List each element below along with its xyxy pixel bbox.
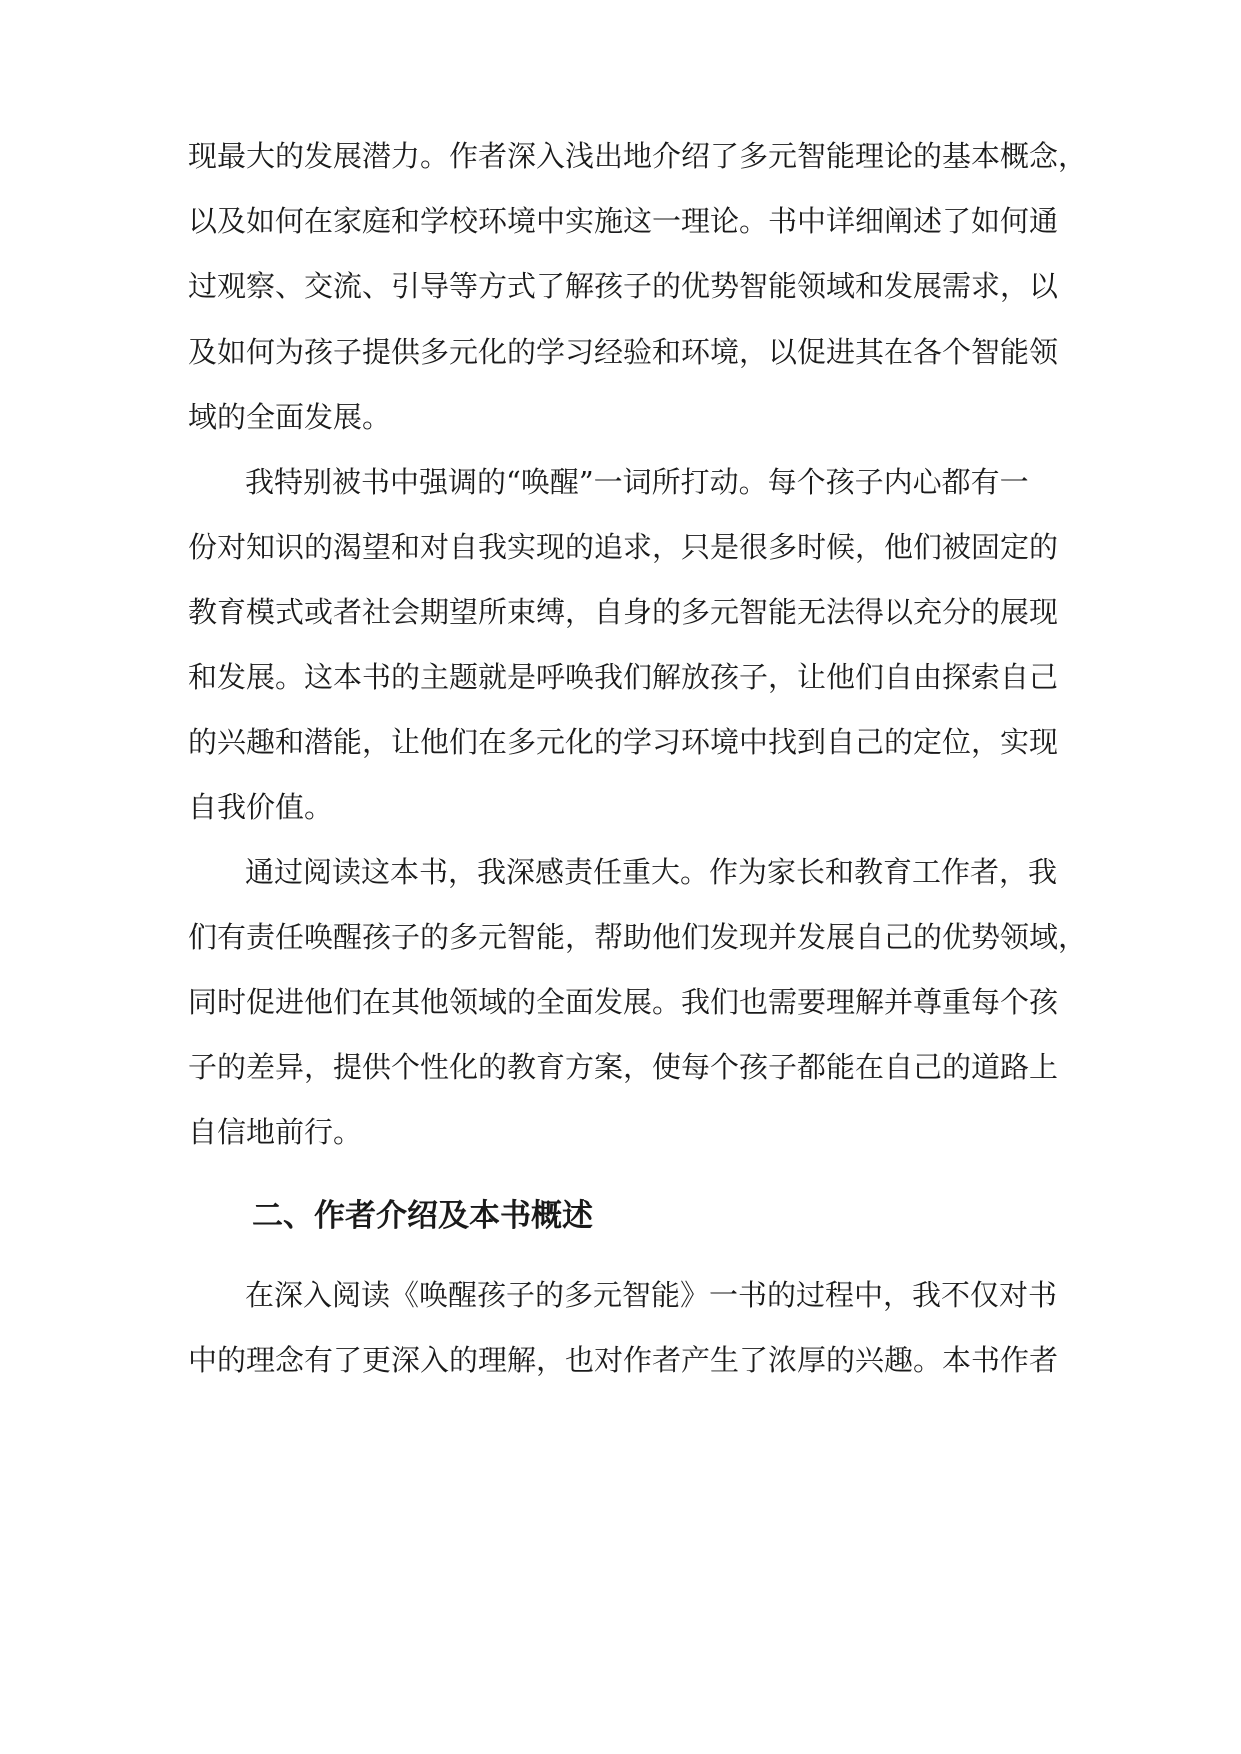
paragraph-1-line-3: 过观察、交流、引导等方式了解孩子的优势智能领域和发展需求，以 xyxy=(188,269,1059,303)
paragraph-2-line-1: 我特别被书中强调的“唤醒”一词所打动。每个孩子内心都有一 xyxy=(245,465,1029,499)
paragraph-2-line-6: 自我价值。 xyxy=(188,790,334,824)
paragraph-3-line-1: 通过阅读这本书，我深感责任重大。作为家长和教育工作者，我 xyxy=(245,855,1058,889)
paragraph-3-line-3: 同时促进他们在其他领域的全面发展。我们也需要理解并尊重每个孩 xyxy=(188,985,1059,1019)
paragraph-3-line-2: 们有责任唤醒孩子的多元智能，帮助他们发现并发展自己的优势领域， xyxy=(188,920,1088,954)
section-heading: 二、作者介绍及本书概述 xyxy=(252,1198,593,1234)
paragraph-1-line-1: 现最大的发展潜力。作者深入浅出地介绍了多元智能理论的基本概念， xyxy=(188,139,1088,173)
paragraph-2-line-2: 份对知识的渴望和对自我实现的追求，只是很多时候，他们被固定的 xyxy=(188,530,1059,564)
paragraph-3-line-4: 子的差异，提供个性化的教育方案，使每个孩子都能在自己的道路上 xyxy=(188,1050,1059,1084)
paragraph-2-line-4: 和发展。这本书的主题就是呼唤我们解放孩子，让他们自由探索自己 xyxy=(188,660,1059,694)
paragraph-1-line-2: 以及如何在家庭和学校环境中实施这一理论。书中详细阐述了如何通 xyxy=(188,204,1059,238)
paragraph-1-line-4: 及如何为孩子提供多元化的学习经验和环境，以促进其在各个智能领 xyxy=(188,335,1059,369)
paragraph-1-line-5: 域的全面发展。 xyxy=(188,400,392,434)
paragraph-3-line-5: 自信地前行。 xyxy=(188,1115,363,1149)
paragraph-2-line-3: 教育模式或者社会期望所束缚，自身的多元智能无法得以充分的展现 xyxy=(188,595,1059,629)
paragraph-4-line-2: 中的理念有了更深入的理解，也对作者产生了浓厚的兴趣。本书作者 xyxy=(188,1343,1059,1377)
paragraph-4-line-1: 在深入阅读《唤醒孩子的多元智能》一书的过程中，我不仅对书 xyxy=(245,1278,1058,1312)
paragraph-2-line-5: 的兴趣和潜能，让他们在多元化的学习环境中找到自己的定位，实现 xyxy=(188,725,1059,759)
